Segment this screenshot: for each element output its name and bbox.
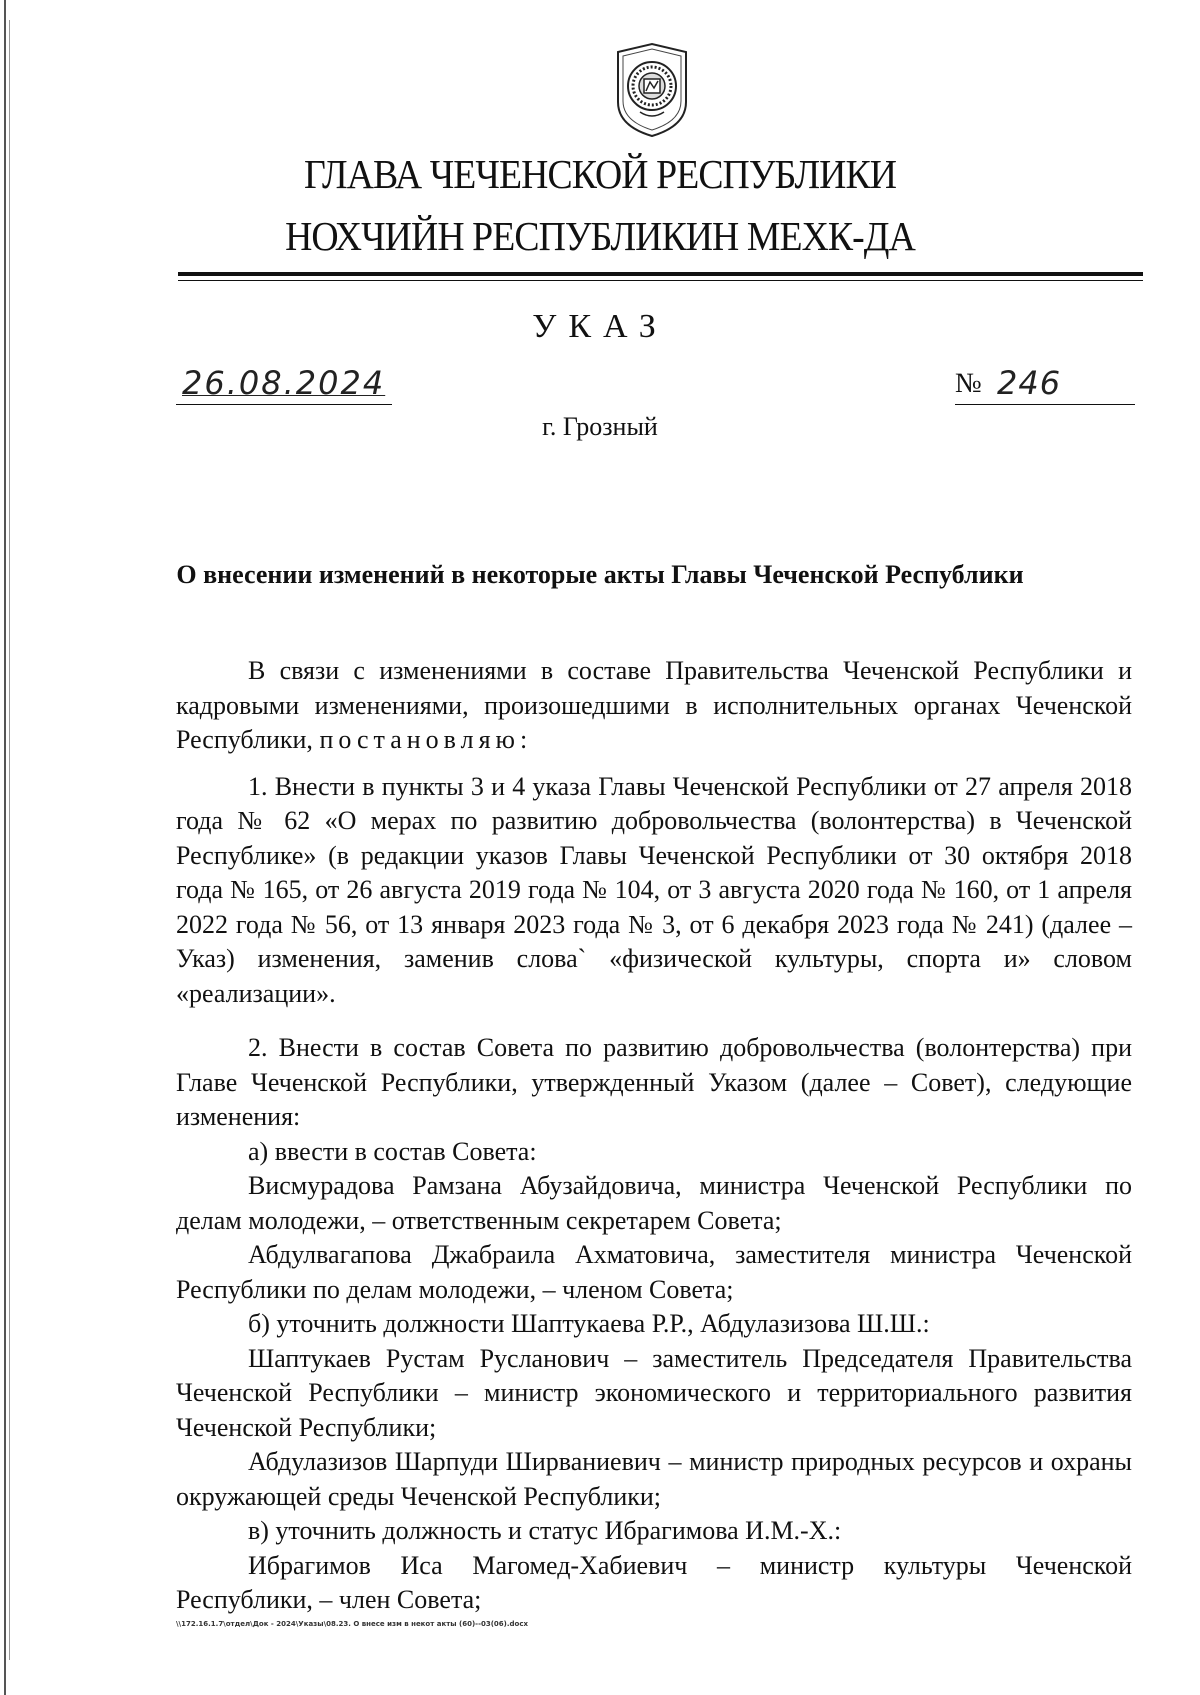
document-date: 26.08.2024 (182, 364, 386, 402)
issue-place: г. Грозный (542, 412, 658, 441)
scan-edge (4, 0, 6, 1695)
document-type: УКАЗ (532, 308, 668, 345)
paragraph-1: 1. Внести в пункты 3 и 4 указа Главы Чеченской Республики от 27 апреля 2018 года № 62 «О мерах по развитию добровольчества (волонтерства) в Чеченской Республике» (в редакции указов Главы Чеченской Республики от 30 октября 2018 года № 165, от 26 августа 2019 года № 104, от 3 августа 2020 года № 160, от 1 апреля 2022 года № 56, от 13 января 2023 года № 3, от 6 декабря 2023 года № 241) (далее – Указ) изменения, заменив слова` «физической культуры, спорта и» словом «реализации». (176, 771, 1132, 1008)
subitem-a-heading: а) ввести в состав Совета: (248, 1136, 537, 1166)
document-number: 246 (997, 364, 1062, 402)
header-rule-thick (178, 272, 1143, 276)
scan-edge-inner (9, 20, 10, 1660)
subitem-b-heading: б) уточнить должности Шаптукаева Р.Р., Абдулазизова Ш.Ш.: (248, 1309, 930, 1338)
issuer-title-chechen: НОХЧИЙН РЕСПУБЛИКИН МЕХК-ДА (285, 213, 915, 259)
issuer-title: ГЛАВА ЧЕЧЕНСКОЙ РЕСПУБЛИКИ (303, 151, 897, 197)
subitem-b-entry-1: Шаптукаев Рустам Русланович – заместитель Председателя Правительства Чеченской Республики – министр экономического и территориального развития Чеченской Республики; (176, 1343, 1132, 1442)
subitem-b-entry-2: Абдулазизов Шарпуди Ширваниевич – министр природных ресурсов и охраны окружающей среды Чеченской Республики; (176, 1447, 1132, 1511)
subitem-a-entry-1: Висмурадова Рамзана Абузайдовича, министра Чеченской Республики по делам молодежи, – ответственным секретарем Совета; (176, 1171, 1132, 1235)
intro-text: В связи с изменениями в составе Правительства Чеченской Республики и кадровыми изменениями, произошедшими в исполнительных органах Чеченской Республики, (176, 656, 1132, 754)
intro-colon: : (519, 725, 528, 754)
subitem-c-entry-1: Ибрагимов Иса Магомед-Хабиевич – министр культуры Чеченской Республики, – член Совета; (176, 1550, 1132, 1614)
paragraph-2: 2. Внести в состав Совета по развитию добровольчества (волонтерства) при Главе Чеченской Республики, утвержденный Указом (далее – Совет), следующие изменения: (176, 1033, 1132, 1131)
coat-of-arms-icon (614, 42, 690, 138)
header-rule-thin (178, 280, 1143, 281)
number-sign: № (955, 368, 982, 399)
number-field (955, 362, 1135, 405)
subitem-c-heading: в) уточнить должность и статус Ибрагимова И.М.-Х.: (248, 1516, 842, 1545)
document-title: О внесении изменений в некоторые акты Главы Чеченской Республики (176, 560, 1024, 589)
document-body (176, 654, 1132, 1618)
intro-paragraph (176, 654, 1132, 758)
file-path-footer: \\172.16.1.7\отдел\Док - 2024\Указы\08.23. О внесе изм в некот акты (60)--03(06).docx (176, 1620, 529, 1628)
subitem-a-entry-2: Абдулвагапова Джабраила Ахматовича, заместителя министра Чеченской Республики по делам молодежи, – членом Совета; (176, 1240, 1132, 1304)
date-field (176, 362, 392, 405)
intro-decree-word: постановляю (319, 725, 520, 754)
